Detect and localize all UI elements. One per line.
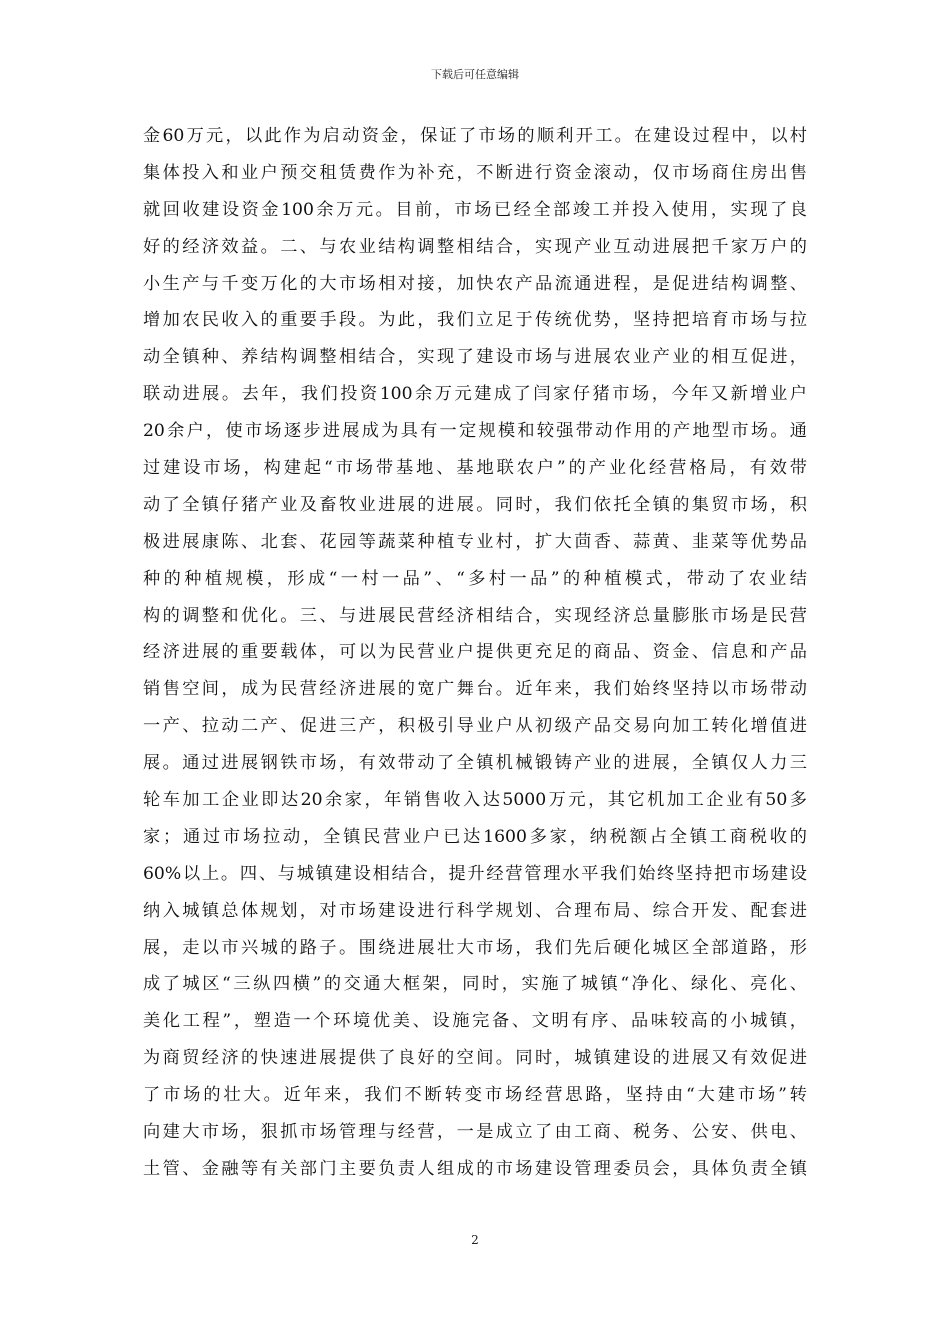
text-line: 种的种植规模，形成“一村一品”、“多村一品”的种植模式，带动了农业结 xyxy=(143,568,807,589)
text-line: 向建大市场，狠抓市场管理与经营，一是成立了由工商、税务、公安、供电、 xyxy=(143,1122,807,1143)
page-header: 下载后可任意编辑 xyxy=(431,68,519,81)
text-line: 展，走以市兴城的路子。围绕进展壮大市场，我们先后硬化城区全部道路，形 xyxy=(143,937,807,958)
text-line: 一产、拉动二产、促进三产，积极引导业户从初级产品交易向加工转化增值进 xyxy=(143,716,807,737)
text-line: 经济进展的重要载体，可以为民营业户提供更充足的商品、资金、信息和产品 xyxy=(143,642,807,663)
text-line: 动全镇种、养结构调整相结合，实现了建设市场与进展农业产业的相互促进， xyxy=(143,347,807,368)
text-line: 增加农民收入的重要手段。为此，我们立足于传统优势，坚持把培育市场与拉 xyxy=(143,310,807,331)
text-line: 极进展康陈、北套、花园等蔬菜种植专业村，扩大茴香、蒜黄、韭菜等优势品 xyxy=(143,531,807,552)
text-line: 过建设市场，构建起“市场带基地、基地联农户”的产业化经营格局，有效带 xyxy=(143,458,807,479)
text-line: 成了城区“三纵四横”的交通大框架，同时，实施了城镇“净化、绿化、亮化、 xyxy=(143,974,807,995)
text-line: 了市场的壮大。近年来，我们不断转变市场经营思路，坚持由“大建市场”转 xyxy=(143,1085,807,1106)
text-line: 60%以上。四、与城镇建设相结合，提升经营管理水平我们始终坚持把市场建设 xyxy=(143,863,807,884)
text-line: 销售空间，成为民营经济进展的宽广舞台。近年来，我们始终坚持以市场带动 xyxy=(143,679,807,700)
body-text xyxy=(143,118,807,1188)
text-line: 20余户，使市场逐步进展成为具有一定规模和较强带动作用的产地型市场。通 xyxy=(143,421,807,442)
text-line: 动了全镇仔猪产业及畜牧业进展的进展。同时，我们依托全镇的集贸市场，积 xyxy=(143,494,807,515)
text-line: 金60万元，以此作为启动资金，保证了市场的顺利开工。在建设过程中，以村 xyxy=(143,126,807,146)
page-number: 2 xyxy=(471,1233,479,1247)
text-line: 构的调整和优化。三、与进展民营经济相结合，实现经济总量膨胀市场是民营 xyxy=(143,605,807,626)
text-line: 小生产与千变万化的大市场相对接，加快农产品流通进程，是促进结构调整、 xyxy=(143,273,807,294)
text-line: 为商贸经济的快速进展提供了良好的空间。同时，城镇建设的进展又有效促进 xyxy=(143,1048,807,1069)
text-line: 展。通过进展钢铁市场，有效带动了全镇机械锻铸产业的进展，全镇仅人力三 xyxy=(143,753,807,774)
text-line: 家；通过市场拉动，全镇民营业户已达1600多家，纳税额占全镇工商税收的 xyxy=(143,826,807,847)
text-line: 好的经济效益。二、与农业结构调整相结合，实现产业互动进展把千家万户的 xyxy=(143,236,807,257)
text-line: 集体投入和业户预交租赁费作为补充，不断进行资金滚动，仅市场商住房出售 xyxy=(143,162,807,183)
text-line: 美化工程”，塑造一个环境优美、设施完备、文明有序、品味较高的小城镇， xyxy=(143,1011,807,1032)
text-line: 土管、金融等有关部门主要负责人组成的市场建设管理委员会，具体负责全镇 xyxy=(143,1158,807,1179)
text-line: 纳入城镇总体规划，对市场建设进行科学规划、合理布局、综合开发、配套进 xyxy=(143,900,807,921)
text-line: 轮车加工企业即达20余家，年销售收入达5000万元，其它机加工企业有50多 xyxy=(143,790,807,811)
text-line: 就回收建设资金100余万元。目前，市场已经全部竣工并投入使用，实现了良 xyxy=(143,199,807,220)
text-line: 联动进展。去年，我们投资100余万元建成了闫家仔猪市场，今年又新增业户 xyxy=(143,384,807,405)
